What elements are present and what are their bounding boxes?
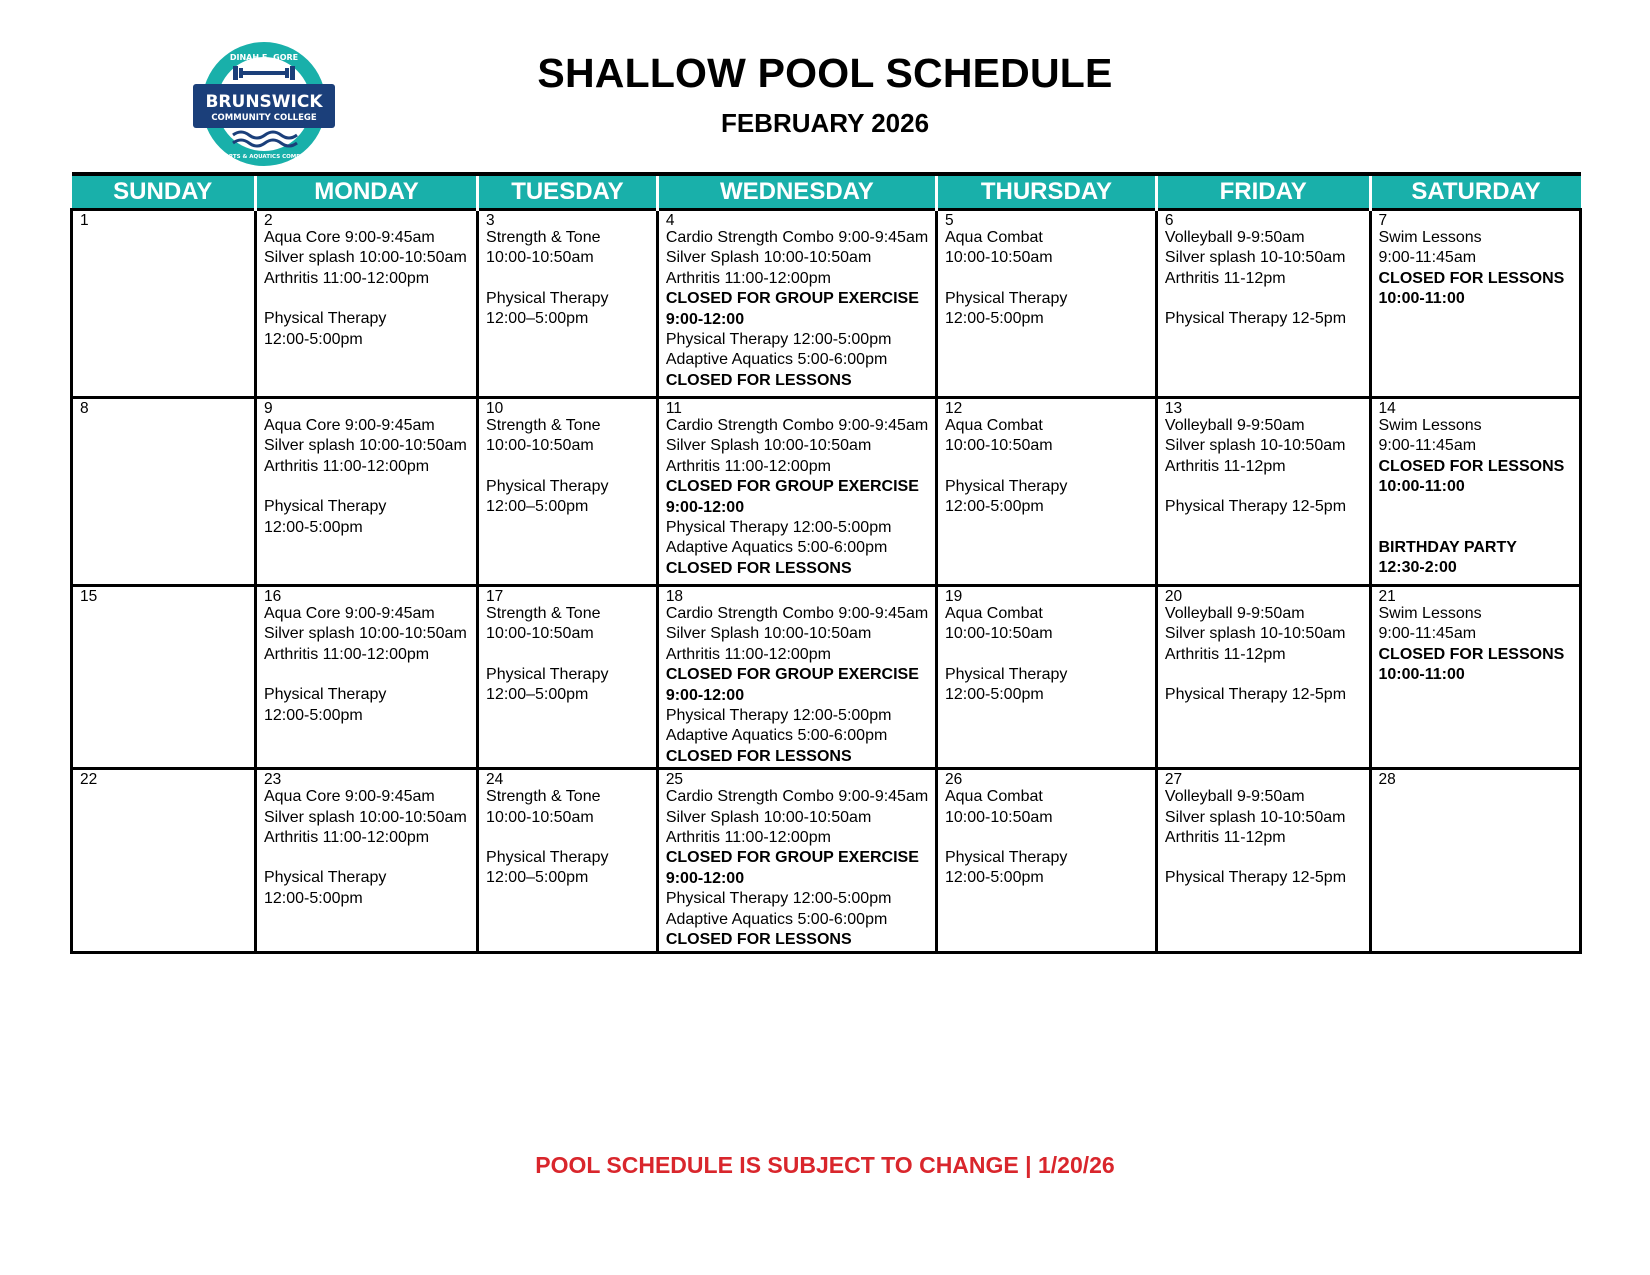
day-cell	[1156, 769, 1370, 952]
day-cell	[1370, 398, 1581, 586]
calendar-grid	[70, 172, 1582, 954]
schedule-entry: Cardio Strength Combo 9:00-9:45am	[665, 605, 929, 622]
schedule-entry: 9:00-11:45am	[1378, 625, 1477, 643]
schedule-entry: Aqua Core 9:00-9:45am	[263, 788, 435, 806]
day-number: 23	[263, 771, 282, 789]
schedule-entry: Arthritis 11:00-12:00pm	[665, 457, 831, 475]
schedule-entry: Aqua Combat	[944, 605, 1043, 622]
day-number: 6	[1164, 212, 1174, 229]
schedule-entry: Arthritis 11:00-12:00pm	[665, 829, 831, 847]
day-cell	[478, 769, 658, 952]
blank-line	[1165, 848, 1369, 868]
day-number: 20	[1164, 588, 1183, 605]
schedule-entry: Arthritis 11:00-12:00pm	[263, 269, 430, 287]
day-cell	[72, 769, 256, 952]
schedule-entry: Aqua Combat	[944, 229, 1043, 246]
schedule-entry: Silver Splash 10:00-10:50am	[665, 625, 872, 643]
day-number: 3	[486, 212, 495, 229]
schedule-entry: 12:00-5:00pm	[944, 686, 1044, 704]
schedule-entry: Physical Therapy	[486, 289, 609, 307]
day-number: 28	[1378, 771, 1396, 789]
day-number: 13	[1164, 400, 1183, 417]
schedule-entry: 10:00-10:50am	[486, 249, 594, 267]
day-cell	[1156, 210, 1370, 398]
schedule-entry: Swim Lessons	[1378, 417, 1482, 434]
logo-bottom-text: SPORTS & AQUATICS COMPLEX	[216, 154, 312, 160]
page-subtitle: FEBRUARY 2026	[720, 108, 930, 138]
schedule-entry: 12:00-5:00pm	[944, 310, 1044, 328]
day-number: 16	[263, 588, 282, 605]
blank-line	[945, 645, 1155, 665]
schedule-entry: 9:00-12:00	[665, 310, 745, 328]
schedule-entry: Physical Therapy	[263, 686, 387, 704]
logo-name-line2: COMMUNITY COLLEGE	[211, 113, 317, 123]
schedule-entry: 9:00-11:45am	[1378, 249, 1477, 267]
schedule-entry: CLOSED FOR LESSONS	[1378, 269, 1565, 287]
week-row	[72, 586, 1581, 769]
schedule-entry: Cardio Strength Combo 9:00-9:45am	[665, 229, 929, 246]
weekday-header: MONDAY	[255, 174, 477, 210]
schedule-entry: 10:00-10:50am	[944, 625, 1053, 643]
schedule-entry: Silver splash 10-10:50am	[1164, 808, 1346, 826]
schedule-entry: Physical Therapy	[263, 869, 387, 887]
schedule-entry: 12:00-5:00pm	[944, 498, 1044, 516]
blank-line	[1379, 498, 1580, 518]
schedule-entry: Adaptive Aquatics 5:00-6:00pm	[665, 727, 888, 745]
schedule-entry: Arthritis 11-12pm	[1164, 829, 1286, 847]
blank-line	[945, 269, 1155, 289]
schedule-entry: Cardio Strength Combo 9:00-9:45am	[665, 788, 929, 806]
schedule-entry: 12:00–5:00pm	[486, 498, 589, 516]
schedule-entry: Arthritis 11-12pm	[1164, 269, 1286, 287]
blank-line	[1379, 518, 1580, 538]
day-number: 9	[263, 400, 273, 417]
schedule-entry: Silver Splash 10:00-10:50am	[665, 808, 872, 826]
day-cell	[1370, 586, 1581, 769]
schedule-entry: Strength & Tone	[486, 788, 601, 806]
schedule-entry: Physical Therapy	[263, 498, 387, 516]
day-cell	[478, 398, 658, 586]
schedule-entry: Swim Lessons	[1378, 605, 1482, 622]
page-title: SHALLOW POOL SCHEDULE	[537, 50, 1113, 96]
day-cell	[936, 769, 1156, 952]
week-row	[72, 398, 1581, 586]
schedule-entry: Silver splash 10:00-10:50am	[263, 249, 467, 267]
schedule-entry: 10:00-10:50am	[944, 437, 1053, 455]
schedule-entry: CLOSED FOR LESSONS	[665, 371, 852, 389]
schedule-entry: CLOSED FOR GROUP EXERCISE	[665, 849, 919, 867]
schedule-entry: Arthritis 11:00-12:00pm	[665, 645, 831, 663]
day-cell	[657, 769, 936, 952]
blank-line	[264, 289, 476, 309]
schedule-entry: Strength & Tone	[486, 605, 601, 622]
schedule-entry: Silver splash 10-10:50am	[1164, 249, 1346, 267]
schedule-entry: 10:00-11:00	[1378, 666, 1465, 684]
schedule-entry: 10:00-11:00	[1378, 290, 1465, 308]
schedule-entry: CLOSED FOR LESSONS	[665, 931, 852, 949]
day-number: 1	[80, 212, 89, 229]
weekday-header: SUNDAY	[72, 174, 256, 210]
schedule-entry: Arthritis 11:00-12:00pm	[263, 829, 430, 847]
day-number: 25	[665, 771, 684, 789]
schedule-entry: Adaptive Aquatics 5:00-6:00pm	[665, 351, 888, 369]
schedule-entry: Cardio Strength Combo 9:00-9:45am	[665, 417, 929, 434]
schedule-entry: Volleyball 9-9:50am	[1164, 417, 1305, 434]
schedule-entry: Arthritis 11-12pm	[1164, 457, 1286, 475]
schedule-entry: Physical Therapy	[944, 665, 1068, 683]
schedule-entry: Arthritis 11-12pm	[1164, 645, 1286, 663]
day-number: 17	[486, 588, 504, 605]
schedule-entry: 12:30-2:00	[1378, 559, 1457, 577]
schedule-entry: Strength & Tone	[486, 229, 601, 246]
week-row	[72, 769, 1581, 952]
schedule-entry: Arthritis 11:00-12:00pm	[263, 457, 430, 475]
schedule-entry: Physical Therapy	[263, 310, 387, 328]
day-cell	[1370, 769, 1581, 952]
day-number: 5	[944, 212, 954, 229]
blank-line	[486, 828, 656, 848]
day-cell	[255, 210, 477, 398]
schedule-entry: Volleyball 9-9:50am	[1164, 605, 1305, 622]
day-cell	[936, 586, 1156, 769]
blank-line	[264, 848, 476, 868]
blank-line	[486, 457, 656, 477]
day-cell	[1370, 210, 1581, 398]
day-number: 21	[1378, 588, 1396, 605]
day-cell	[936, 210, 1156, 398]
schedule-entry: Silver Splash 10:00-10:50am	[665, 249, 872, 267]
blank-line	[486, 645, 656, 665]
schedule-entry: 10:00-11:00	[1378, 478, 1465, 496]
schedule-entry: CLOSED FOR GROUP EXERCISE	[665, 478, 919, 496]
schedule-entry: CLOSED FOR GROUP EXERCISE	[665, 666, 919, 684]
schedule-entry: Physical Therapy 12-5pm	[1164, 498, 1347, 516]
day-number: 14	[1378, 400, 1396, 417]
schedule-entry: Physical Therapy 12:00-5:00pm	[665, 331, 892, 349]
schedule-entry: CLOSED FOR LESSONS	[1378, 645, 1565, 663]
day-cell	[72, 586, 256, 769]
day-number: 27	[1164, 771, 1183, 789]
schedule-entry: CLOSED FOR LESSONS	[665, 747, 852, 765]
weekday-header: FRIDAY	[1156, 174, 1370, 210]
schedule-entry: 12:00-5:00pm	[263, 706, 363, 724]
schedule-entry: Physical Therapy 12:00-5:00pm	[665, 890, 892, 908]
day-cell	[936, 398, 1156, 586]
blank-line	[264, 477, 476, 497]
day-number: 7	[1378, 212, 1388, 229]
schedule-entry: Silver splash 10:00-10:50am	[263, 808, 467, 826]
schedule-entry: Aqua Core 9:00-9:45am	[263, 229, 435, 246]
logo-top-text: DINAH E. GORE	[229, 53, 299, 62]
schedule-entry: Physical Therapy 12:00-5:00pm	[665, 519, 892, 537]
schedule-entry: Swim Lessons	[1378, 229, 1482, 246]
day-cell	[478, 210, 658, 398]
day-number: 19	[944, 588, 963, 605]
day-number: 26	[944, 771, 963, 789]
day-cell	[657, 586, 936, 769]
weekday-header: THURSDAY	[936, 174, 1156, 210]
schedule-entry: Physical Therapy	[486, 665, 609, 683]
day-cell	[255, 398, 477, 586]
schedule-entry: 12:00-5:00pm	[263, 889, 363, 907]
schedule-entry: 12:00–5:00pm	[486, 686, 589, 704]
blank-line	[945, 457, 1155, 477]
weekday-header: SATURDAY	[1370, 174, 1581, 210]
schedule-entry: Physical Therapy	[486, 477, 609, 495]
schedule-entry: 9:00-12:00	[665, 686, 745, 704]
schedule-entry: Aqua Combat	[944, 417, 1043, 434]
day-number: 8	[80, 400, 89, 417]
schedule-entry: 9:00-11:45am	[1378, 437, 1477, 455]
blank-line	[1165, 477, 1369, 497]
schedule-entry: Physical Therapy	[486, 849, 609, 867]
schedule-entry: CLOSED FOR LESSONS	[1378, 457, 1565, 475]
weekday-header: WEDNESDAY	[657, 174, 936, 210]
schedule-entry: Aqua Combat	[944, 788, 1043, 806]
blank-line	[486, 269, 656, 289]
day-cell	[255, 769, 477, 952]
day-number: 24	[486, 771, 504, 789]
day-cell	[1156, 398, 1370, 586]
schedule-notice: POOL SCHEDULE IS SUBJECT TO CHANGE | 1/20/26	[535, 1152, 1115, 1178]
schedule-entry: CLOSED FOR GROUP EXERCISE	[665, 290, 919, 308]
day-cell	[1156, 586, 1370, 769]
schedule-entry: Silver splash 10:00-10:50am	[263, 437, 467, 455]
schedule-entry: 12:00-5:00pm	[944, 869, 1044, 887]
schedule-entry: Physical Therapy	[944, 849, 1068, 867]
day-cell	[478, 586, 658, 769]
schedule-entry: CLOSED FOR LESSONS	[665, 559, 852, 577]
blank-line	[1165, 289, 1369, 309]
schedule-entry: Silver splash 10-10:50am	[1164, 625, 1346, 643]
day-number: 11	[665, 400, 682, 417]
day-number: 4	[665, 212, 675, 229]
schedule-entry: 12:00–5:00pm	[486, 869, 589, 887]
schedule-entry: Silver Splash 10:00-10:50am	[665, 437, 872, 455]
schedule-entry: Aqua Core 9:00-9:45am	[263, 417, 435, 434]
schedule-entry: 10:00-10:50am	[486, 437, 594, 455]
schedule-entry: Volleyball 9-9:50am	[1164, 229, 1305, 246]
week-row	[72, 210, 1581, 398]
day-number: 22	[80, 771, 98, 789]
schedule-entry: 12:00-5:00pm	[263, 518, 363, 536]
day-number: 18	[665, 588, 684, 605]
weekday-header-row	[72, 174, 1581, 210]
schedule-entry: Physical Therapy 12-5pm	[1164, 869, 1347, 887]
schedule-entry: 10:00-10:50am	[486, 808, 594, 826]
schedule-entry: 12:00-5:00pm	[263, 330, 363, 348]
schedule-entry: 12:00–5:00pm	[486, 310, 589, 328]
schedule-entry: Physical Therapy 12:00-5:00pm	[665, 707, 892, 725]
schedule-entry: Physical Therapy	[944, 289, 1068, 307]
schedule-entry: Physical Therapy	[944, 477, 1068, 495]
schedule-entry: 9:00-12:00	[665, 498, 745, 516]
day-cell	[657, 210, 936, 398]
schedule-entry: Arthritis 11:00-12:00pm	[263, 645, 430, 663]
schedule-entry: Physical Therapy 12-5pm	[1164, 686, 1347, 704]
day-cell	[657, 398, 936, 586]
schedule-entry: 10:00-10:50am	[944, 808, 1053, 826]
schedule-entry: Adaptive Aquatics 5:00-6:00pm	[665, 910, 888, 928]
schedule-entry: Arthritis 11:00-12:00pm	[665, 269, 831, 287]
logo-name-line1: BRUNSWICK	[205, 92, 323, 112]
day-number: 15	[80, 588, 98, 605]
schedule-entry: Volleyball 9-9:50am	[1164, 788, 1305, 806]
schedule-entry: BIRTHDAY PARTY	[1378, 538, 1517, 556]
blank-line	[264, 665, 476, 685]
blank-line	[945, 828, 1155, 848]
day-number: 2	[263, 212, 273, 229]
day-cell	[72, 210, 256, 398]
day-cell	[255, 586, 477, 769]
weekday-header: TUESDAY	[478, 174, 658, 210]
blank-line	[1165, 665, 1369, 685]
day-number: 10	[486, 400, 504, 417]
schedule-entry: Adaptive Aquatics 5:00-6:00pm	[665, 539, 888, 557]
schedule-entry: Aqua Core 9:00-9:45am	[263, 605, 435, 622]
schedule-entry: Silver splash 10-10:50am	[1164, 437, 1346, 455]
schedule-entry: Strength & Tone	[486, 417, 601, 434]
day-cell	[72, 398, 256, 586]
schedule-entry: 10:00-10:50am	[944, 249, 1053, 267]
schedule-entry: Physical Therapy 12-5pm	[1164, 310, 1347, 328]
day-number: 12	[944, 400, 963, 417]
schedule-entry: Silver splash 10:00-10:50am	[263, 625, 467, 643]
schedule-entry: 9:00-12:00	[665, 869, 745, 887]
schedule-entry: 10:00-10:50am	[486, 625, 594, 643]
